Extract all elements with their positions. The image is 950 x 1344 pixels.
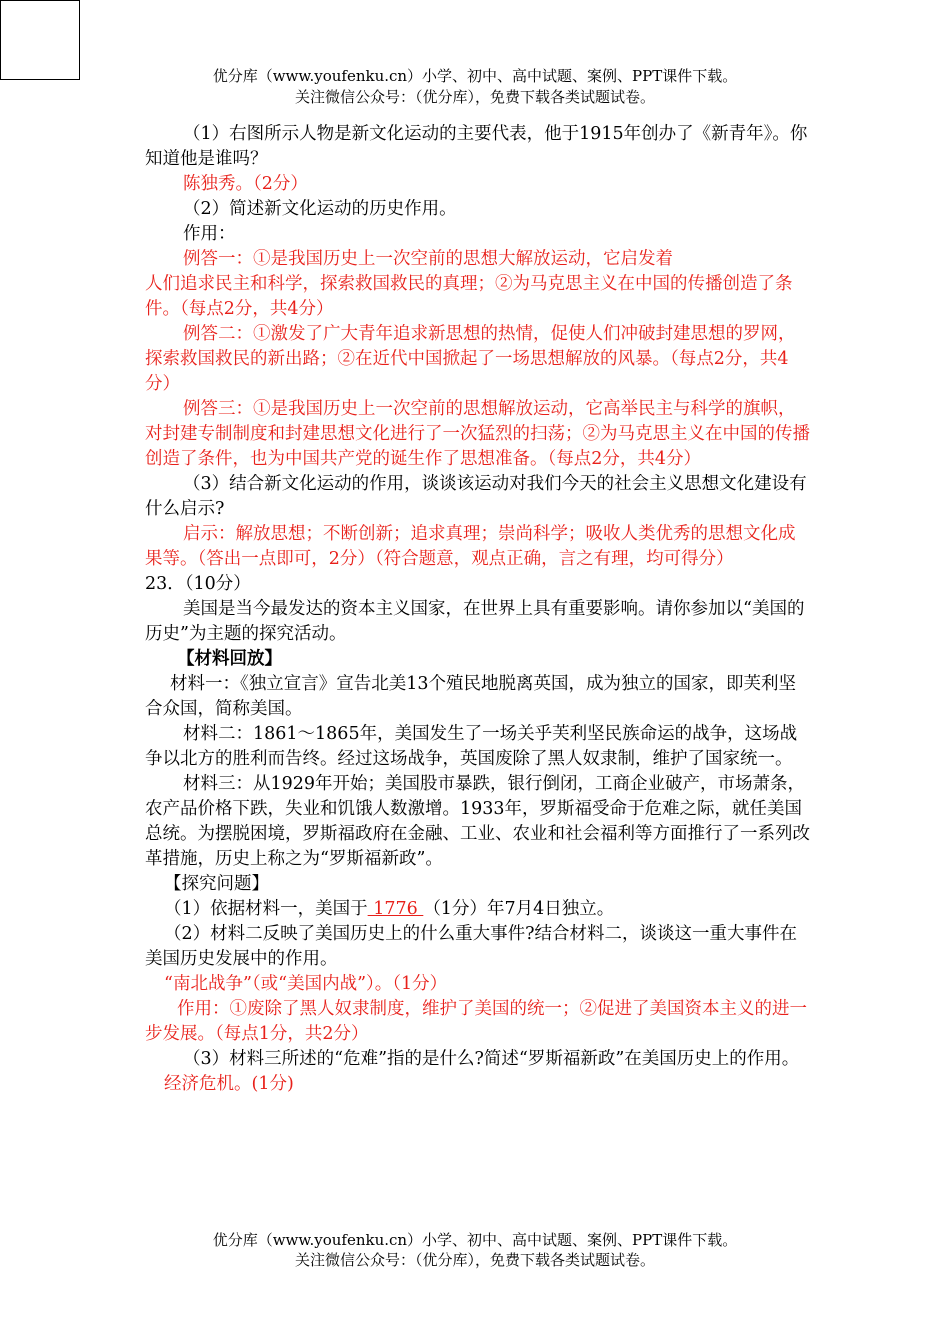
q23-question-1 <box>145 897 810 922</box>
q23-question-3: （3）材料三所述的“危难”指的是什么?简述“罗斯福新政”在美国历史上的作用。 <box>183 1049 800 1069</box>
q23-question-2: （2）材料二反映了美国历史上的什么重大事件?结合材料二，谈谈这一重大事件在美国历史发展中的作用。 <box>145 924 798 969</box>
q22-question-1: （1）右图所示人物是新文化运动的主要代表，他于1915年创办了《新青年》。你知道他是谁吗？ <box>145 124 808 169</box>
q22-answer-3: 启示：解放思想；不断创新；追求真理；崇尚科学；吸收人类优秀的思想文化成果等。（答出一点即可，2分）（符合题意，观点正确，言之有理，均可得分） <box>145 524 796 569</box>
q23-question-1-prefix: （1）依据材料一，美国于 <box>164 899 368 919</box>
q22-example-1-line-1: 例答一：①是我国历史上一次空前的思想大解放运动，它启发着 <box>183 249 673 269</box>
footer-line-1: 优分库（www.youfenku.cn）小学、初中、高中试题、案例、PPT课件下载。 <box>212 1231 738 1249</box>
document-body <box>145 122 810 1097</box>
q23-material-1: 材料一：《独立宣言》宣告北美13个殖民地脱离英国，成为独立的国家，即芙利坚合众国，简称美国。 <box>145 674 797 719</box>
q23-material-2: 材料二：1861～1865年，美国发生了一场关乎芙利坚民族命运的战争，这场战争以北方的胜利而告终。经过这场战争，英国废除了黑人奴隶制，维护了国家统一。 <box>145 724 798 769</box>
q23-answer-3: 经济危机。(1分) <box>164 1074 294 1094</box>
q22-question-2: （2）简述新文化运动的历史作用。 <box>183 199 457 219</box>
q23-question-1-suffix: （1分）年7月4日独立。 <box>423 899 615 919</box>
q23-answer-1: 1776 <box>367 899 424 919</box>
q22-question-3: （3）结合新文化运动的作用，谈谈该运动对我们今天的社会主义思想文化建设有什么启示? <box>145 474 807 519</box>
q23-material-3: 材料三：从1929年开始；美国股市暴跌，银行倒闭，工商企业破产，市场萧条，农产品价格下跌，失业和饥饿人数激增。1933年，罗斯福受命于危难之际，就任美国总统。为摆脱困境，罗斯福政府在金融、工业、农业和社会福利等方面推行了一系列改革措施，历史上称之为“罗斯福新政”。 <box>145 774 810 869</box>
q22-example-3: 例答三：①是我国历史上一次空前的思想解放运动，它高举民主与科学的旗帜，对封建专制制度和封建思想文化进行了一次猛烈的扫荡；②为马克思主义在中国的传播创造了条件，也为中国共产党的诞生作了思想准备。（每点2分，共4分） <box>145 399 810 469</box>
q23-intro: 美国是当今最发达的资本主义国家，在世界上具有重要影响。请你参加以“美国的历史”为主题的探究活动。 <box>145 599 805 644</box>
q22-example-1-rest: 人们追求民主和科学，探索救国救民的真理；②为马克思主义在中国的传播创造了条件。（每点2分，共4分） <box>145 274 793 319</box>
q22-example-2: 例答二：①激发了广大青年追求新思想的热情，促使人们冲破封建思想的罗网，探索救国救民的新出路；②在近代中国掀起了一场思想解放的风暴。（每点2分，共4分） <box>145 324 796 394</box>
footer-line-2: 关注微信公众号：（优分库），免费下载各类试题试卷。 <box>294 1251 655 1269</box>
q22-answer-2-label: 作用： <box>183 224 236 244</box>
header-line-1: 优分库（www.youfenku.cn）小学、初中、高中试题、案例、PPT课件下载。 <box>212 67 738 85</box>
q23-explore-title: 【探究问题】 <box>164 874 269 894</box>
q23-heading: 23．（10分） <box>145 574 251 594</box>
q23-answer-2-event: “南北战争”（或“美国内战”）。（1分） <box>164 974 448 994</box>
q23-material-title: 【材料回放】 <box>177 649 282 669</box>
header-line-2: 关注微信公众号：（优分库），免费下载各类试题试卷。 <box>294 88 655 106</box>
q22-answer-1: 陈独秀。（2分） <box>183 174 308 194</box>
q23-answer-2-effect: 作用：①废除了黑人奴隶制度，维护了美国的统一；②促进了美国资本主义的进一步发展。（每点1分，共2分） <box>145 999 807 1044</box>
